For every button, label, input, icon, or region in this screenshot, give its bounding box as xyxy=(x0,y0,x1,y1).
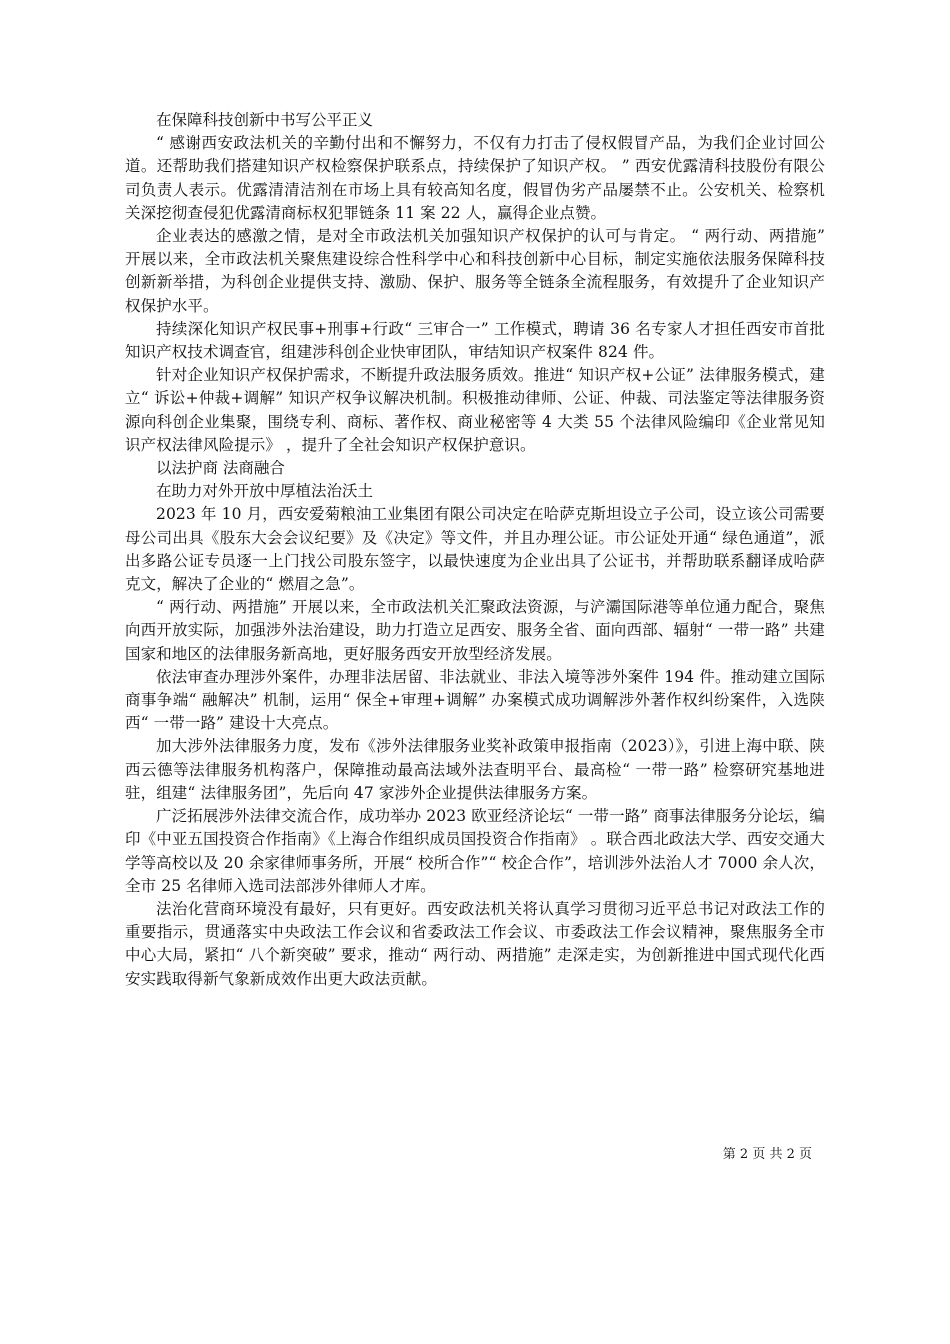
document-body xyxy=(125,109,825,991)
paragraph-4: 针对企业知识产权保护需求，不断提升政法服务质效。推进“ 知识产权+公证” 法律服务模式，建立“ 诉讼+仲裁+调解” 知识产权争议解决机制。积极推动律师、公证、仲裁、司法鉴定等法律服务资源向科创企业集聚，围绕专利、商标、著作权、商业秘密等 4 大类 55 个法律风险编印《企业常见知识产权法律风险提示》 ，提升了全社会知识产权保护意识。 xyxy=(125,366,825,454)
paragraph-7: 依法审查办理涉外案件，办理非法居留、非法就业、非法入境等涉外案件 194 件。推动建立国际商事争端“ 融解决” 机制，运用“ 保全+审理+调解” 办案模式成功调解涉外著作权纠纷案件，入选陕西“ 一带一路” 建设十大亮点。 xyxy=(125,667,825,733)
section-heading-law-business: 以法护商 法商融合 xyxy=(156,459,285,478)
paragraph-3: 持续深化知识产权民事+刑事+行政“ 三审合一” 工作模式，聘请 36 名专家人才担任西安市首批知识产权技术调查官，组建涉科创企业快审团队，审结知识产权案件 824 件。 xyxy=(125,319,825,362)
paragraph-6: “ 两行动、两措施” 开展以来，全市政法机关汇聚政法资源，与浐灞国际港等单位通力配合，聚焦向西开放实际，加强涉外法治建设，助力打造立足西安、服务全省、面向西部、辐射“ 一带一路” 共建国家和地区的法律服务新高地，更好服务西安开放型经济发展。 xyxy=(125,598,825,663)
paragraph-9: 广泛拓展涉外法律交流合作，成功举办 2023 欧亚经济论坛“ 一带一路” 商事法律服务分论坛，编印《中亚五国投资合作指南》《上海合作组织成员国投资合作指南》 。联合西北政法大学、西安交通大学等高校以及 20 余家律师事务所，开展“ 校所合作”“ 校企合作”，培训涉外法治人才 7000 余人次，全市 25 名律师入选司法部涉外律师人才库。 xyxy=(125,807,825,895)
paragraph-10: 法治化营商环境没有最好，只有更好。西安政法机关将认真学习贯彻习近平总书记对政法工作的重要指示，贯通落实中央政法工作会议和省委政法工作会议、市委政法工作会议精神，聚焦服务全市中心大局，紧扣“ 八个新突破” 要求，推动“ 两行动、两措施” 走深走实，为创新推进中国式现代化西安实践取得新气象新成效作出更大政法贡献。 xyxy=(125,899,825,988)
paragraph-8: 加大涉外法律服务力度，发布《涉外法律服务业奖补政策申报指南（2023）》，引进上海中联、陕西云德等法律服务机构落户，保障推动最高法域外法查明平台、最高检“ 一带一路” 检察研究基地进驻，组建“ 法律服务团”，先后向 47 家涉外企业提供法律服务方案。 xyxy=(125,737,825,802)
section-heading-tech: 在保障科技创新中书写公平正义 xyxy=(156,111,374,129)
paragraph-5: 2023 年 10 月，西安爱菊粮油工业集团有限公司决定在哈萨克斯坦设立子公司，设立该公司需要母公司出具《股东大会会议纪要》及《决定》等文件，并且办理公证。市公证处开通“ 绿色通道”，派出多路公证专员逐一上门找公司股东签字，以最快速度为企业出具了公证书，并帮助联系翻译成哈萨克文，解决了企业的“ 燃眉之急”。 xyxy=(125,505,825,594)
paragraph-2: 企业表达的感激之情，是对全市政法机关加强知识产权保护的认可与肯定。 “ 两行动、两措施” 开展以来，全市政法机关聚焦建设综合性科学中心和科技创新中心目标，制定实施依法服务保障科技创新新举措，为科创企业提供支持、激励、保护、服务等全链条全流程服务，有效提升了企业知识产权保护水平。 xyxy=(125,227,825,315)
section-heading-opening-up: 在助力对外开放中厚植法治沃土 xyxy=(156,482,374,501)
paragraph-1: “ 感谢西安政法机关的辛勤付出和不懈努力，不仅有力打击了侵权假冒产品，为我们企业讨回公道。还帮助我们搭建知识产权检察保护联系点，持续保护了知识产权。 ” 西安优露清科技股份有限公司负责人表示。优露清清洁剂在市场上具有较高知名度，假冒伪劣产品屡禁不止。公安机关、检察机关深挖彻查侵犯优露清商标权犯罪链条 11 案 22 人，赢得企业点赞。 xyxy=(125,134,825,222)
page-number-footer: 第 2 页 共 2 页 xyxy=(722,1147,812,1162)
